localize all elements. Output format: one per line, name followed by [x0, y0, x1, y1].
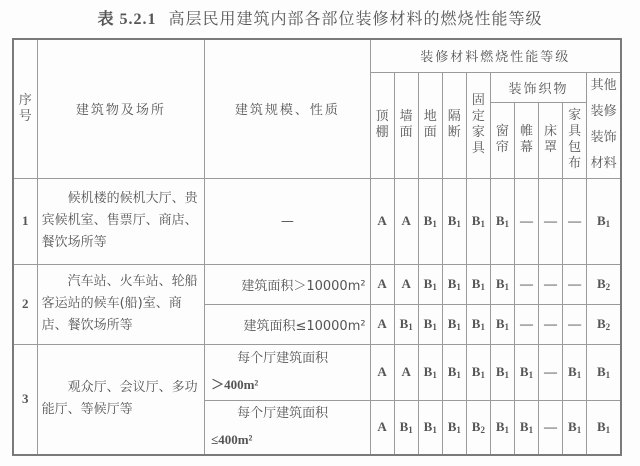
table-caption: 高层民用建筑内部各部位装修材料的燃烧性能等级 — [168, 9, 543, 28]
row-scale: 建筑面积＞10000m² — [205, 264, 371, 304]
header-floor: 地 面 — [418, 72, 442, 178]
header-ceiling: 顶 棚 — [370, 72, 394, 178]
row-scale-line2: ≤400m² — [211, 431, 253, 447]
table-number: 表 5.2.1 — [97, 11, 157, 28]
grade-cell: $B_1$ — [563, 400, 587, 455]
row-building: 观众厅、会议厅、多功能厅、等候厅等 — [37, 344, 205, 455]
header-wall: 墙 面 — [394, 72, 418, 178]
grade-cell: — — [563, 264, 587, 304]
table-row — [13, 264, 621, 304]
row-building: 汽车站、火车站、轮船客运站的候车(船)室、商店、餐饮场所等 — [37, 264, 205, 344]
row-scale-line1: 每个厅建筑面积 — [237, 405, 329, 421]
grade-cell: — — [514, 304, 538, 344]
grade-cell: $B_2$ — [466, 400, 490, 455]
row-seq: 3 — [13, 344, 37, 455]
grade-cell: $B_1$ — [490, 264, 514, 304]
grade-cell: — — [539, 344, 563, 400]
grade-cell: — — [539, 304, 563, 344]
header-seq — [13, 39, 37, 178]
grade-cell: $B_1$ — [587, 400, 621, 455]
table-row — [13, 178, 621, 264]
grade-cell: $B_2$ — [587, 264, 621, 304]
grade-cell: $B_1$ — [466, 304, 490, 344]
grade-cell: $B_1$ — [490, 344, 514, 400]
header-curtain: 窗 帘 — [490, 102, 514, 178]
header-textile-group: 装饰织物 — [490, 72, 586, 102]
grade-cell: $B_1$ — [466, 178, 490, 264]
header-other-materials: 其他 装修 装饰 材料 — [587, 72, 621, 178]
grade-cell: $B_1$ — [442, 344, 466, 400]
grade-cell: $B_1$ — [514, 344, 538, 400]
grade-cell: A — [394, 178, 418, 264]
grade-cell: $B_1$ — [394, 400, 418, 455]
header-partition: 隔 断 — [442, 72, 466, 178]
grade-cell: — — [563, 178, 587, 264]
row-scale-line1: 每个厅建筑面积 — [237, 350, 329, 366]
table-row — [13, 344, 621, 400]
grade-cell: $B_1$ — [418, 264, 442, 304]
grade-cell: $B_1$ — [563, 344, 587, 400]
grade-cell: $B_2$ — [587, 304, 621, 344]
grade-cell: $B_1$ — [587, 344, 621, 400]
grade-cell: — — [539, 264, 563, 304]
grade-cell: $B_1$ — [490, 178, 514, 264]
grade-cell: A — [370, 344, 394, 400]
grade-cell: $B_1$ — [418, 178, 442, 264]
header-fixed-furniture: 固 定 家 具 — [466, 72, 490, 178]
row-scale: 建筑面积≤10000m² — [205, 304, 371, 344]
grade-cell: $B_1$ — [394, 304, 418, 344]
fire-rating-table — [12, 38, 622, 456]
grade-cell: $B_1$ — [442, 264, 466, 304]
header-upholstery: 家 具 包 布 — [563, 102, 587, 178]
header-grade-group: 装修材料燃烧性能等级 — [370, 39, 621, 72]
grade-cell: — — [563, 304, 587, 344]
row-scale-line2: ＞400m² — [211, 376, 259, 392]
grade-cell: — — [539, 400, 563, 455]
grade-cell: $B_1$ — [442, 178, 466, 264]
grade-cell: $B_1$ — [442, 304, 466, 344]
grade-cell: A — [370, 304, 394, 344]
row-seq: 1 — [13, 178, 37, 264]
grade-cell: — — [514, 264, 538, 304]
header-drape: 帷 幕 — [514, 102, 538, 178]
grade-cell: $B_1$ — [466, 264, 490, 304]
grade-cell: $B_1$ — [490, 400, 514, 455]
grade-cell: $B_1$ — [490, 304, 514, 344]
row-scale: — — [205, 178, 371, 264]
grade-cell: A — [370, 178, 394, 264]
row-scale — [205, 344, 371, 400]
grade-cell: $B_1$ — [466, 344, 490, 400]
header-bedspread: 床 罩 — [539, 102, 563, 178]
row-seq: 2 — [13, 264, 37, 344]
grade-cell: $B_1$ — [442, 400, 466, 455]
grade-cell: A — [394, 344, 418, 400]
row-building: 候机楼的候机大厅、贵宾候机室、售票厅、商店、餐饮场所等 — [37, 178, 205, 264]
header-seq-label: 序 号 — [18, 92, 32, 124]
grade-cell: A — [394, 264, 418, 304]
grade-cell: $B_1$ — [514, 400, 538, 455]
grade-cell: — — [514, 178, 538, 264]
grade-cell: A — [370, 400, 394, 455]
grade-cell: $B_1$ — [418, 400, 442, 455]
grade-cell: — — [539, 178, 563, 264]
header-scale: 建筑规模、性质 — [205, 39, 371, 178]
table-title — [0, 6, 640, 29]
grade-cell: A — [370, 264, 394, 304]
header-building: 建筑物及场所 — [37, 39, 205, 178]
grade-cell: $B_1$ — [418, 304, 442, 344]
grade-cell: $B_1$ — [587, 178, 621, 264]
row-scale — [205, 400, 371, 455]
grade-cell: $B_1$ — [418, 344, 442, 400]
